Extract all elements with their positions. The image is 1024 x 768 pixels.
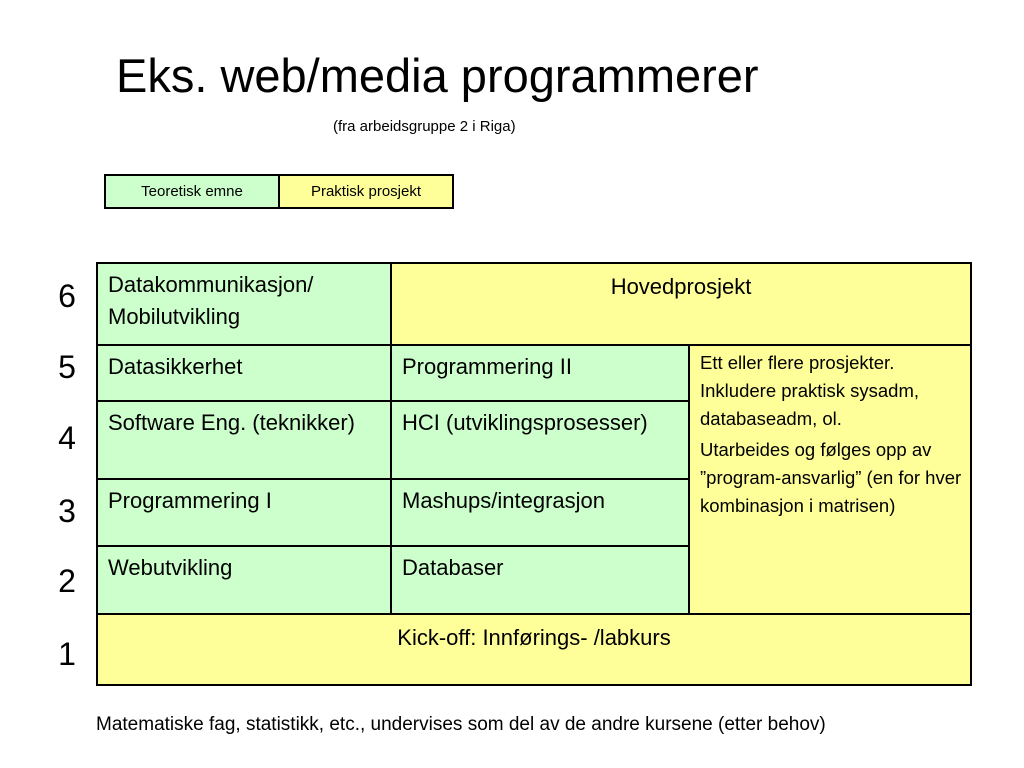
cell-webutvikling: Webutvikling <box>97 546 391 614</box>
level-5: 5 <box>58 349 76 385</box>
cell-hovedprosjekt: Hovedprosjekt <box>391 263 971 345</box>
color-legend <box>104 174 454 209</box>
curriculum-matrix <box>96 262 972 686</box>
cell-hci: HCI (utviklingsprosesser) <box>391 401 689 479</box>
level-4: 4 <box>58 420 76 456</box>
cell-databaser: Databaser <box>391 546 689 614</box>
cell-project-notes <box>689 345 971 614</box>
legend-practical-project: Praktisk prosjekt <box>279 175 453 208</box>
cell-datasikkerhet: Datasikkerhet <box>97 345 391 401</box>
legend-theoretical-subject: Teoretisk emne <box>105 175 279 208</box>
level-3: 3 <box>58 493 76 529</box>
project-note-2: Utarbeides og følges opp av ”program-ansvarlig” (en for hver kombinasjon i matrisen) <box>700 439 962 516</box>
cell-software-eng: Software Eng. (teknikker) <box>97 401 391 479</box>
cell-datakommunikasjon: Datakommunikasjon/ Mobilutvikling <box>97 263 391 345</box>
footer-note: Matematiske fag, statistikk, etc., undervises som del av de andre kursene (etter behov) <box>96 714 826 735</box>
slide-title: Eks. web/media programmerer <box>116 49 759 102</box>
level-2: 2 <box>58 563 76 599</box>
cell-kick-off: Kick-off: Innførings- /labkurs <box>97 614 971 685</box>
cell-programmering-i: Programmering I <box>97 479 391 546</box>
level-6: 6 <box>58 278 76 314</box>
slide-subtitle: (fra arbeidsgruppe 2 i Riga) <box>333 118 516 135</box>
project-note-1: Ett eller flere prosjekter. Inkludere praktisk sysadm, databaseadm, ol. <box>700 352 920 429</box>
level-1: 1 <box>58 636 76 672</box>
cell-mashups: Mashups/integrasjon <box>391 479 689 546</box>
cell-programmering-ii: Programmering II <box>391 345 689 401</box>
